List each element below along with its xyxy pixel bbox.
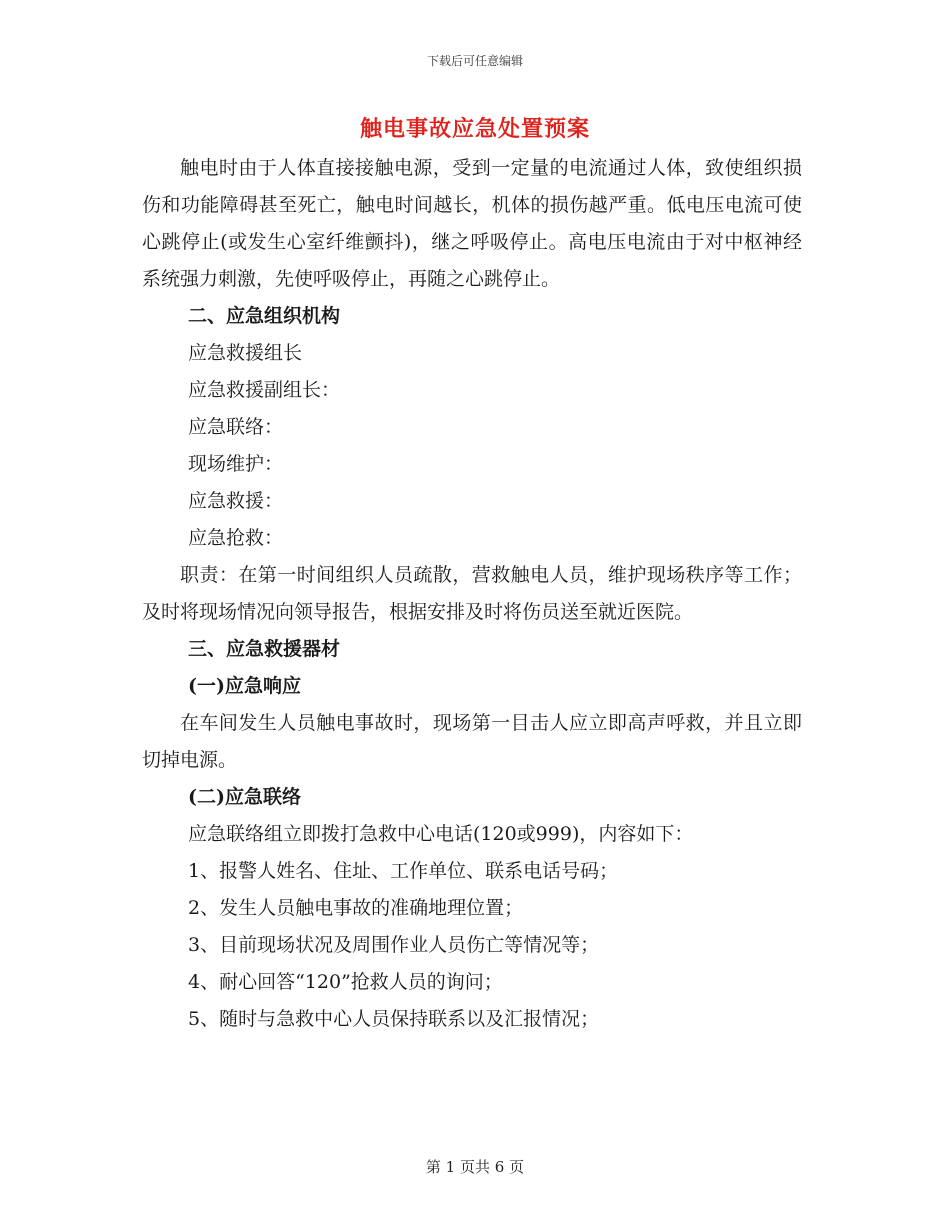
contact-item: 1、报警人姓名、住址、工作单位、联系电话号码；	[188, 860, 619, 882]
role-line: 现场维护：	[188, 453, 284, 475]
role-line: 应急救援：	[188, 490, 284, 512]
section-heading-organization: 二、应急组织机构	[188, 305, 341, 327]
role-line: 应急抢救：	[188, 527, 284, 549]
role-line: 应急联络：	[188, 416, 284, 438]
role-line: 应急救援组长	[188, 342, 303, 364]
page-footer: 第 1 页共 6 页	[425, 1158, 525, 1176]
contact-item: 3、目前现场状况及周围作业人员伤亡等情况等；	[188, 934, 600, 956]
subsection-heading-contact: (二)应急联络	[188, 786, 301, 808]
response-paragraph: 在车间发生人员触电事故时，现场第一目击人应立即高声呼救，并且立即切掉电源。	[142, 712, 802, 771]
intro-paragraph: 触电时由于人体直接接触电源，受到一定量的电流通过人体，致使组织损伤和功能障碍甚至死亡，触电时间越长，机体的损伤越严重。低电压电流可使心跳停止(或发生心室纤维颤抖)，继之呼吸停止。高电压电流由于对中枢神经系统强力刺激，先使呼吸停止，再随之心跳停止。	[142, 157, 802, 290]
duties-paragraph: 职责：在第一时间组织人员疏散，营救触电人员，维护现场秩序等工作；及时将现场情况向领导报告，根据安排及时将伤员送至就近医院。	[142, 564, 802, 623]
subsection-heading-response: (一)应急响应	[188, 675, 301, 697]
document-title: 触电事故应急处置预案	[359, 116, 590, 142]
document-body	[142, 150, 802, 1038]
contact-item: 5、随时与急救中心人员保持联系以及汇报情况；	[188, 1008, 600, 1030]
contact-item: 2、发生人员触电事故的准确地理位置；	[188, 897, 524, 919]
contact-item: 4、耐心回答“120”抢救人员的询问；	[188, 971, 503, 993]
role-line: 应急救援副组长：	[188, 379, 341, 401]
section-heading-equipment: 三、应急救援器材	[188, 638, 341, 660]
contact-intro: 应急联络组立即拨打急救中心电话(120或999)，内容如下：	[188, 823, 694, 845]
page-header: 下载后可任意编辑	[426, 54, 523, 68]
